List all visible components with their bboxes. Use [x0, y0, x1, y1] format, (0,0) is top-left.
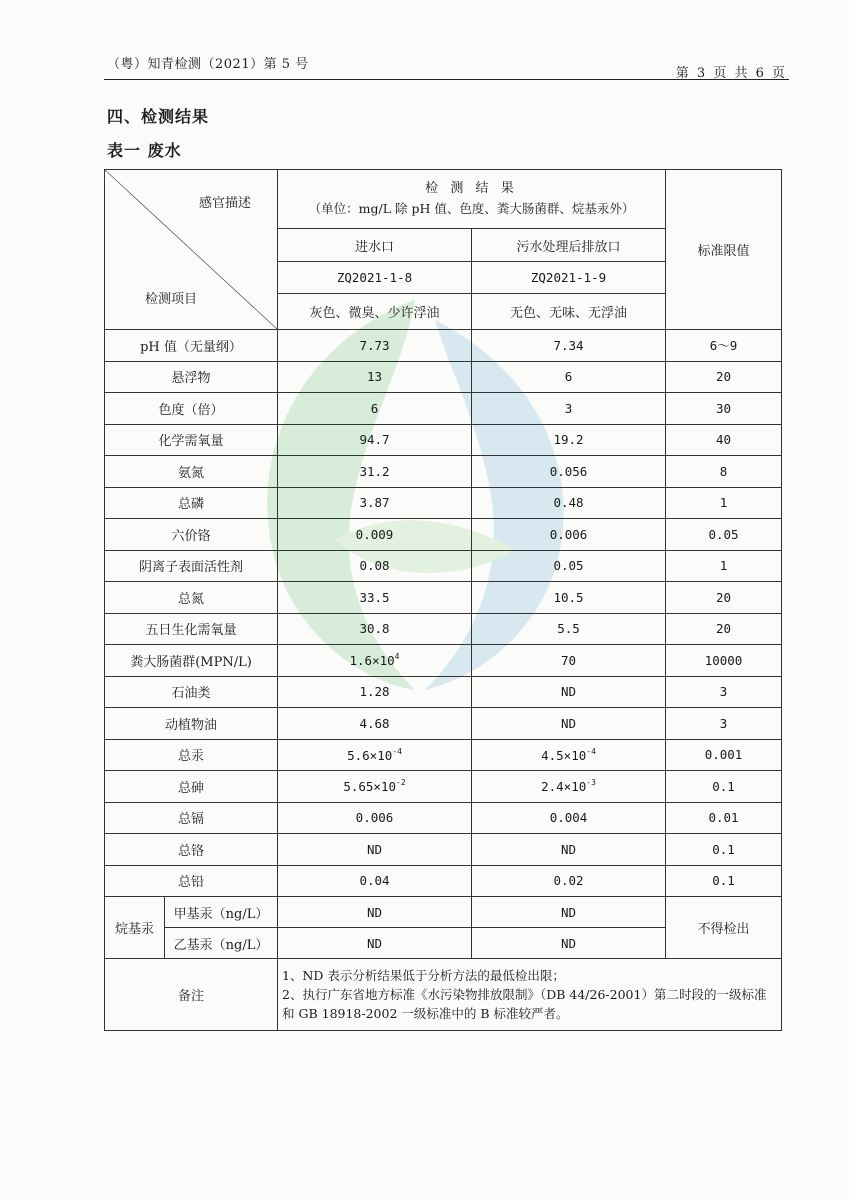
value-inlet: [278, 393, 472, 425]
value-inlet-text: 7.73: [359, 337, 390, 353]
value-inlet: [278, 456, 472, 488]
limit-value: 8: [666, 456, 782, 488]
limit-value: 0.1: [666, 771, 782, 803]
value-outlet: [472, 739, 666, 771]
limit-value: 1: [666, 550, 782, 582]
value-outlet: [472, 676, 666, 708]
item-name: 色度（倍）: [105, 393, 278, 425]
value-outlet-text: 10.5: [553, 589, 584, 605]
limit-value: 10000: [666, 645, 782, 677]
item-name: 石油类: [105, 676, 278, 708]
value-inlet: [278, 676, 472, 708]
value-inlet: [278, 708, 472, 740]
value-inlet-text: 33.5: [359, 589, 390, 605]
corner-header-cell: [105, 170, 278, 330]
limit-value: 0.1: [666, 865, 782, 897]
value-outlet: [472, 361, 666, 393]
value-outlet: [472, 424, 666, 456]
value-outlet-text: 3: [564, 400, 573, 416]
item-name: 化学需氧量: [105, 424, 278, 456]
table-row: [105, 361, 782, 393]
value-outlet-text: 0.056: [549, 463, 588, 479]
value-inlet-text: 5.65×10: [343, 779, 397, 795]
limit-value: 30: [666, 393, 782, 425]
value-outlet: [472, 865, 666, 897]
limit-value: 40: [666, 424, 782, 456]
results-table: [104, 169, 782, 1031]
value-outlet: ND: [472, 928, 666, 959]
item-name: 氨氮: [105, 456, 278, 488]
value-inlet: [278, 582, 472, 614]
table-row: [105, 487, 782, 519]
item-name: 总磷: [105, 487, 278, 519]
value-inlet-text: 94.7: [359, 432, 390, 448]
item-name: 总镉: [105, 802, 278, 834]
value-inlet-text: 1.28: [359, 684, 390, 700]
header-rule: [104, 79, 789, 80]
table-row: [105, 393, 782, 425]
value-outlet-text: 0.006: [549, 526, 588, 542]
item-name: 阴离子表面活性剂: [105, 550, 278, 582]
table-row: [105, 676, 782, 708]
limit-header: 标准限值: [697, 244, 750, 259]
value-outlet-text: 0.004: [549, 810, 588, 826]
value-outlet: [472, 456, 666, 488]
item-name: 六价铬: [105, 519, 278, 551]
section-title: 四、检测结果: [107, 107, 210, 126]
description-outlet: 无色、无味、无浮油: [472, 294, 666, 330]
table-row: [105, 582, 782, 614]
limit-value: 20: [666, 361, 782, 393]
table-row: [105, 456, 782, 488]
value-outlet: [472, 708, 666, 740]
value-inlet: [278, 424, 472, 456]
table-row: [105, 613, 782, 645]
value-outlet: [472, 550, 666, 582]
results-header-cell: [278, 170, 666, 229]
value-inlet-text: 30.8: [359, 621, 390, 637]
remark-line: 1、ND 表示分析结果低于分析方法的最低检出限；: [282, 968, 565, 983]
value-inlet: [278, 739, 472, 771]
value-inlet-text: 5.6×10: [347, 747, 393, 763]
sample-id-outlet: ZQ2021-1-9: [472, 262, 666, 294]
value-inlet: [278, 771, 472, 803]
value-outlet-text: 2.4×10: [541, 779, 587, 795]
value-outlet-text: 0.02: [553, 873, 584, 889]
value-inlet-text: 4.68: [359, 715, 390, 731]
site-name-outlet: 污水处理后排放口: [472, 229, 666, 262]
description-inlet: 灰色、微臭、少许浮油: [278, 294, 472, 330]
table-row: [105, 424, 782, 456]
results-unit-note: （单位：mg/L 除 pH 值、色度、粪大肠菌群、烷基汞外）: [308, 201, 635, 216]
value-inlet-text: 0.009: [355, 526, 394, 542]
sample-id-inlet: ZQ2021-1-8: [278, 262, 472, 294]
value-inlet-text: 6: [370, 400, 379, 416]
value-outlet: [472, 613, 666, 645]
value-outlet-text: ND: [560, 715, 577, 731]
limit-value: 0.05: [666, 519, 782, 551]
results-title: 检 测 结 果: [425, 181, 518, 196]
limit-header-cell: [666, 170, 782, 330]
value-inlet-text: 0.08: [359, 558, 390, 574]
value-outlet: [472, 802, 666, 834]
remark-line: 2、执行广东省地方标准《水污染物排放限制》（DB 44/26-2001）第二时段的一级标准和 GB 18918-2002 一级标准中的 B 标准较严者。: [282, 987, 767, 1021]
value-outlet: ND: [472, 897, 666, 928]
item-name: 甲基汞（ng/L）: [165, 897, 278, 928]
item-name: 总汞: [105, 739, 278, 771]
table-row: [105, 330, 782, 362]
remarks-label: 备注: [105, 959, 278, 1031]
limit-value: 3: [666, 708, 782, 740]
value-outlet-text: ND: [560, 684, 577, 700]
report-number: （粤）知青检测（2021）第 5 号: [107, 57, 309, 72]
value-outlet: [472, 834, 666, 866]
value-inlet: [278, 834, 472, 866]
value-outlet-text: ND: [560, 841, 577, 857]
value-inlet: ND: [278, 928, 472, 959]
value-outlet: [472, 330, 666, 362]
value-inlet-text: 0.006: [355, 810, 394, 826]
value-inlet: [278, 613, 472, 645]
value-outlet: [472, 771, 666, 803]
value-inlet-text: 0.04: [359, 873, 390, 889]
value-inlet: [278, 645, 472, 677]
limit-value: 3: [666, 676, 782, 708]
value-inlet-text: ND: [366, 841, 383, 857]
corner-item-label: 检测项目: [145, 292, 198, 307]
value-outlet: [472, 487, 666, 519]
table-row: [105, 771, 782, 803]
value-inlet-exponent: 4: [394, 652, 400, 662]
value-inlet: [278, 865, 472, 897]
value-outlet-exponent: -4: [586, 746, 596, 756]
item-name: 五日生化需氧量: [105, 613, 278, 645]
site-name-inlet: 进水口: [278, 229, 472, 262]
value-inlet: [278, 519, 472, 551]
item-name: 粪大肠菌群(MPN/L): [105, 645, 278, 677]
limit-value: 0.001: [666, 739, 782, 771]
value-inlet-text: 13: [366, 369, 383, 385]
limit-value: 20: [666, 582, 782, 614]
value-inlet-exponent: -2: [396, 778, 406, 788]
item-name: 总砷: [105, 771, 278, 803]
table-row: [105, 550, 782, 582]
alkyl-group-label: 烷基汞: [105, 897, 165, 959]
value-outlet: [472, 393, 666, 425]
limit-value: 20: [666, 613, 782, 645]
limit-value: 不得检出: [666, 897, 782, 959]
item-name: 总铬: [105, 834, 278, 866]
table-row: [105, 834, 782, 866]
value-inlet-text: 31.2: [359, 463, 390, 479]
corner-sensory-label: 感官描述: [198, 196, 251, 211]
value-outlet-text: 4.5×10: [541, 747, 587, 763]
table-row: [105, 865, 782, 897]
limit-value: 0.01: [666, 802, 782, 834]
page-indicator: 第 3 页 共 6 页: [675, 66, 787, 81]
value-inlet: [278, 487, 472, 519]
value-outlet-text: 6: [564, 369, 573, 385]
limit-value: 6～9: [666, 330, 782, 362]
remarks-row: [105, 959, 782, 1031]
limit-value: 1: [666, 487, 782, 519]
item-name: pH 值（无量纲）: [105, 330, 278, 362]
item-name: 乙基汞（ng/L）: [165, 928, 278, 959]
value-outlet-exponent: -3: [586, 778, 596, 788]
table-row: [105, 519, 782, 551]
table-row: [105, 739, 782, 771]
value-inlet-exponent: -4: [392, 746, 402, 756]
value-outlet-text: 70: [560, 652, 577, 668]
value-inlet: [278, 802, 472, 834]
value-outlet-text: 5.5: [557, 621, 580, 637]
item-name: 总铅: [105, 865, 278, 897]
value-inlet-text: 1.6×10: [349, 653, 395, 669]
item-name: 悬浮物: [105, 361, 278, 393]
table-row: [105, 802, 782, 834]
value-inlet: [278, 330, 472, 362]
table-row: [105, 897, 782, 928]
item-name: 动植物油: [105, 708, 278, 740]
value-outlet: [472, 645, 666, 677]
value-outlet: [472, 519, 666, 551]
remarks-text: [278, 959, 782, 1031]
value-outlet-text: 7.34: [553, 337, 584, 353]
value-outlet-text: 0.48: [553, 495, 584, 511]
value-outlet-text: 19.2: [553, 432, 584, 448]
value-inlet: ND: [278, 897, 472, 928]
value-inlet: [278, 361, 472, 393]
value-inlet-text: 3.87: [359, 495, 390, 511]
value-inlet: [278, 550, 472, 582]
table-row: [105, 645, 782, 677]
value-outlet-text: 0.05: [553, 558, 584, 574]
value-outlet: [472, 582, 666, 614]
limit-value: 0.1: [666, 834, 782, 866]
item-name: 总氮: [105, 582, 278, 614]
table-row: [105, 708, 782, 740]
table-title: 表一 废水: [107, 141, 182, 160]
